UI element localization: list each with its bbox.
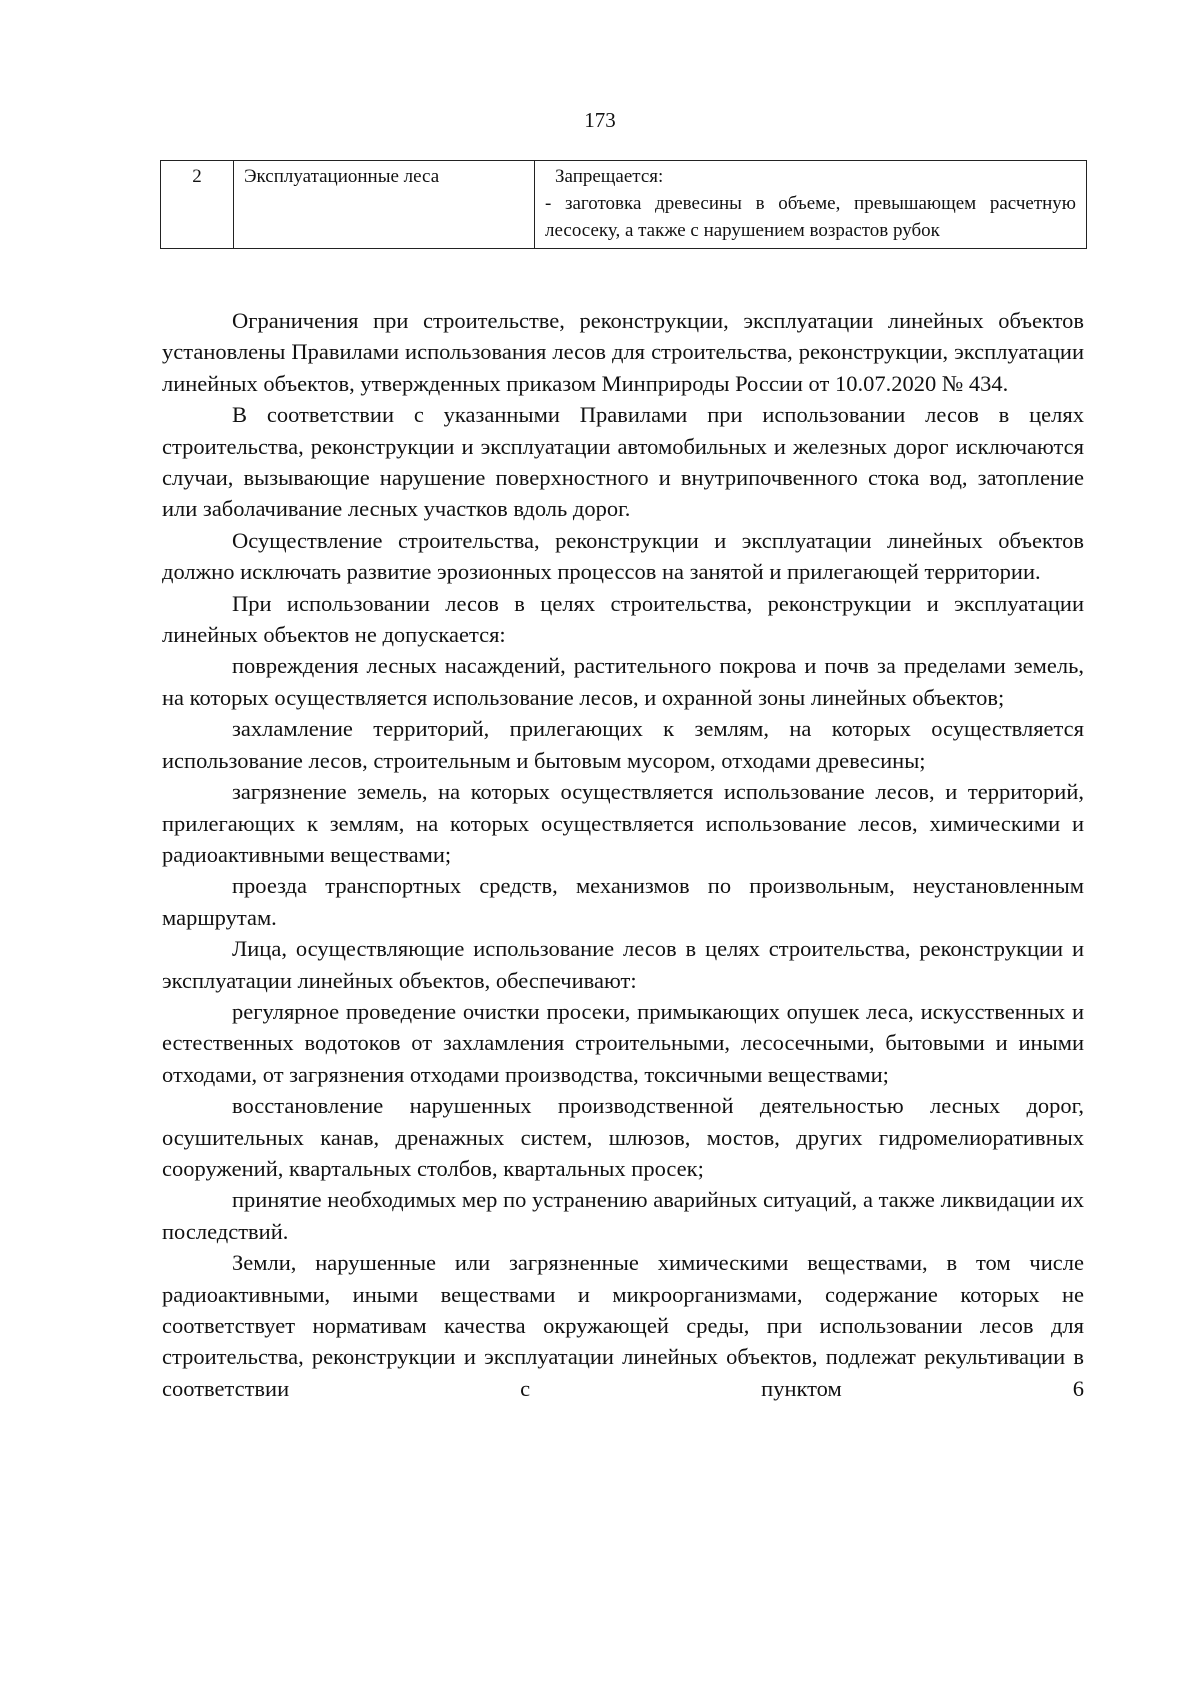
list-item: восстановление нарушенных производственной деятельностью лесных дорог, осушительных канав, дренажных систем, шлюзов, мостов, других гидромелиоративных сооружений, квартальных столбов, квартальных просек; xyxy=(162,1093,1084,1181)
paragraph-erosion-processes: Осуществление строительства, реконструкции и эксплуатации линейных объектов должно исключать развитие эрозионных процессов на занятой и прилегающей территории. xyxy=(162,527,1084,585)
restriction-heading: Запрещается: xyxy=(555,166,664,187)
list-item: захламление территорий, прилегающих к землям, на которых осуществляется использование лесов, строительным и бытовым мусором, отходами древесины; xyxy=(162,716,1084,773)
restriction-text: - заготовка древесины в объеме, превышающем расчетную лесосеку, а также с нарушением возрастов рубок xyxy=(545,193,1076,241)
list-item: принятие необходимых мер по устранению аварийных ситуаций, а также ликвидации их последствий. xyxy=(162,1187,1084,1244)
paragraph-obligations-intro: Лица, осуществляющие использование лесов в целях строительства, реконструкции и эксплуатации линейных объектов, обеспечивают: xyxy=(162,936,1084,993)
page-number: 173 xyxy=(584,108,616,132)
restriction-cell xyxy=(535,161,1087,249)
list-item: загрязнение земель, на которых осуществляется использование лесов, и территорий, прилегающих к землям, на которых осуществляется использование лесов, химическими и радиоактивными веществами; xyxy=(162,779,1084,867)
list-item: повреждения лесных насаждений, растительного покрова и почв за пределами земель, на которых осуществляется использование лесов, и охранной зоны линейных объектов; xyxy=(162,653,1084,710)
paragraph-not-allowed-intro: При использовании лесов в целях строительства, реконструкции и эксплуатации линейных объектов не допускается: xyxy=(162,590,1084,648)
forest-category-cell: Эксплуатационные леса xyxy=(234,161,535,249)
body-text xyxy=(162,305,1084,1404)
forest-restrictions-table xyxy=(160,160,1087,249)
list-item: регулярное проведение очистки просеки, примыкающих опушек леса, искусственных и естественных водотоков от захламления строительными, лесосечными, бытовыми и иными отходами, от загрязнения отходами производства, токсичными веществами; xyxy=(162,998,1084,1087)
paragraph-linear-objects-rules: Ограничения при строительстве, реконструкции, эксплуатации линейных объектов установлены Правилами использования лесов для строительства, реконструкции, эксплуатации линейных объектов, утвержденных приказом Минприроды России от 10.07.2020 № 434. xyxy=(162,308,1084,396)
list-item: проезда транспортных средств, механизмов по произвольным, неустановленным маршрутам. xyxy=(162,873,1084,930)
paragraph-land-reclamation: Земли, нарушенные или загрязненные химическими веществами, в том числе радиоактивными, иными веществами и микроорганизмами, содержание которых не соответствует нормативам качества окружающей среды, при использовании лесов для строительства, реконструкции и эксплуатации линейных объектов, подлежат рекультивации в соответствии с пунктом 6 xyxy=(162,1250,1084,1401)
paragraph-roads-water-runoff: В соответствии с указанными Правилами при использовании лесов в целях строительства, реконструкции и эксплуатации автомобильных и железных дорог исключаются случаи, вызывающие нарушение поверхностного и внутрипочвенного стока вод, затопление или заболачивание лесных участков вдоль дорог. xyxy=(162,402,1084,522)
row-number-cell: 2 xyxy=(161,161,234,249)
table-row xyxy=(161,161,1087,249)
